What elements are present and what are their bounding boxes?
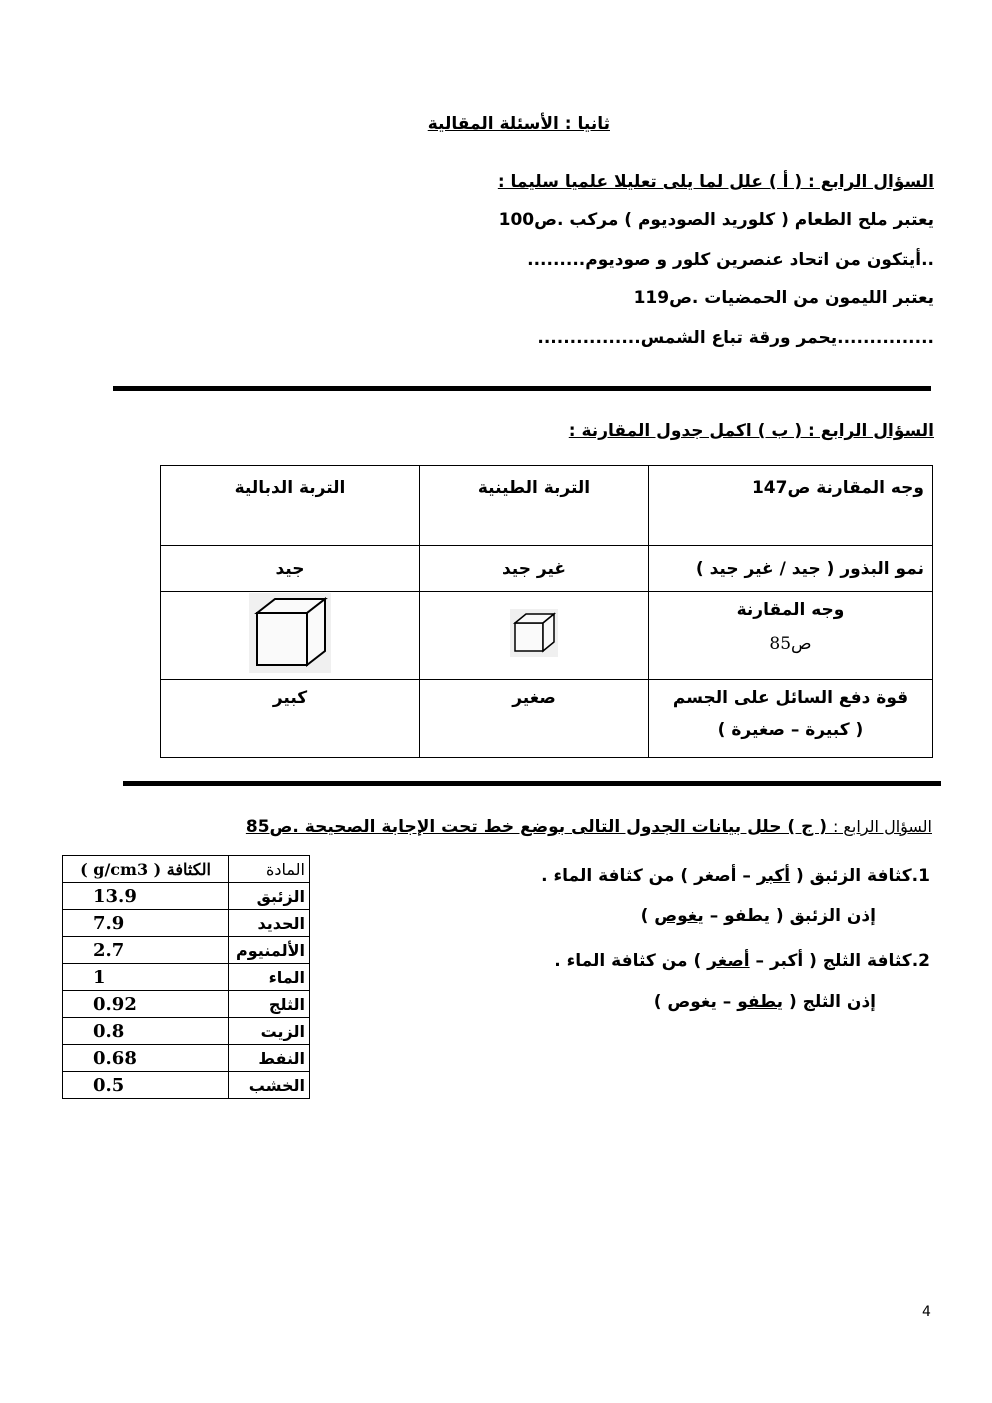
q4c-item1-a-part2: – أصغر ) من كثافة الماء .: [541, 866, 757, 886]
buoyancy-small: صغير: [420, 680, 649, 758]
buoyancy-large: كبير: [161, 680, 420, 758]
density-row-name: الألمنيوم: [229, 937, 310, 964]
comparison-table: [160, 465, 933, 758]
large-cube-cell: [161, 592, 420, 680]
density-row: [63, 964, 310, 991]
q4c-heading: [246, 817, 932, 837]
q4c-item2-b-part1: إذن الثلج (: [783, 992, 876, 1012]
density-row: [63, 1045, 310, 1072]
density-row: [63, 910, 310, 937]
density-row-name: الزئبق: [229, 883, 310, 910]
density-row-value: 0.92: [63, 991, 229, 1018]
density-header-row: [63, 856, 310, 883]
density-row-name: الخشب: [229, 1072, 310, 1099]
volume-label: وجه المقارنة: [736, 600, 845, 620]
density-row-name: الزيت: [229, 1018, 310, 1045]
density-row-value: 0.68: [63, 1045, 229, 1072]
q4c-item2-a-part2: ) من كثافة الماء .: [554, 951, 708, 971]
q4a-line-3: يعتبر الليمون من الحمضيات .ص119: [633, 288, 934, 308]
q4c-item2-a-answer: أصغر: [707, 951, 750, 971]
header-humus-soil: التربة الدبالية: [161, 466, 420, 546]
comparison-row-growth: [161, 546, 933, 592]
density-row-name: النفط: [229, 1045, 310, 1072]
density-header-material: المادة: [229, 856, 310, 883]
divider-2: [123, 781, 941, 786]
growth-clay: غير جيد: [420, 546, 649, 592]
q4c-item2-b-answer: يطفو: [737, 992, 784, 1012]
large-cube-icon: [249, 593, 331, 673]
growth-label: نمو البذور ( جيد / غير جيد ): [649, 546, 933, 592]
q4c-item1-a-answer: أكبر: [756, 866, 791, 886]
q4c-item1-b: [641, 906, 876, 926]
buoyancy-label-cell: [649, 680, 933, 758]
density-row: [63, 1072, 310, 1099]
growth-humus: جيد: [161, 546, 420, 592]
comparison-row-buoyancy: [161, 680, 933, 758]
q4c-item2-a: [554, 951, 930, 971]
q4c-heading-text: ( ج ) حلل بيانات الجدول التالى بوضع خط تحت الإجابة الصحيحة .ص85: [245, 817, 833, 837]
q4c-item1-b-answer: يغوص: [654, 906, 704, 926]
density-row-value: 1: [63, 964, 229, 991]
density-row: [63, 991, 310, 1018]
density-row: [63, 883, 310, 910]
q4c-item1-a-part1: 1.كثافة الزئبق (: [790, 866, 930, 886]
density-row-name: الثلج: [229, 991, 310, 1018]
density-row-value: 0.5: [63, 1072, 229, 1099]
q4a-heading: السؤال الرابع : ( أ ) علل لما يلى تعليلا علميا سليما :: [497, 172, 934, 192]
density-header-value: الكثافة ( g/cm3 ): [63, 856, 229, 883]
header-comparison-aspect: وجه المقارنة ص147: [649, 466, 933, 546]
volume-page-ref: ص85: [769, 634, 812, 654]
q4c-item2-b: [654, 992, 876, 1012]
density-row-value: 7.9: [63, 910, 229, 937]
q4a-line-4: ...............يحمر ورقة تباع الشمس................: [537, 328, 934, 348]
page-number: 4: [922, 1304, 931, 1320]
small-cube-cell: [420, 592, 649, 680]
section-title: ثانيا : الأسئلة المقالية: [427, 114, 610, 134]
comparison-row-volume: [161, 592, 933, 680]
density-row: [63, 1018, 310, 1045]
density-row-value: 13.9: [63, 883, 229, 910]
density-table: [62, 855, 310, 1099]
q4c-item2-b-part2: – يغوص ): [653, 992, 738, 1012]
q4c-item1-b-part2: ): [640, 906, 655, 926]
header-clay-soil: التربة الطينية: [420, 466, 649, 546]
density-row-name: الحديد: [229, 910, 310, 937]
q4c-item1-a: [541, 866, 930, 886]
comparison-header-row: [161, 466, 933, 546]
buoyancy-options: ( كبيرة – صغيرة ): [717, 720, 864, 740]
density-row-value: 2.7: [63, 937, 229, 964]
q4a-line-1: يعتبر ملح الطعام ( كلوريد الصوديوم ) مركب .ص100: [498, 210, 934, 230]
divider-1: [113, 386, 931, 391]
volume-label-cell: [649, 592, 933, 680]
density-row: [63, 937, 310, 964]
q4c-heading-prefix: السؤال الرابع :: [832, 817, 932, 836]
q4c-item2-a-part1: 2.كثافة الثلج ( أكبر –: [749, 951, 930, 971]
density-row-value: 0.8: [63, 1018, 229, 1045]
q4b-heading: السؤال الرابع : ( ب ) اكمل جدول المقارنة :: [568, 421, 934, 441]
buoyancy-label: قوة دفع السائل على الجسم: [672, 688, 909, 708]
small-cube-icon: [510, 609, 558, 657]
density-row-name: الماء: [229, 964, 310, 991]
q4a-line-2: ..أيتكون من اتحاد عنصرين كلور و صوديوم.........: [527, 250, 934, 270]
q4c-item1-b-part1: إذن الزئبق ( يطفو –: [703, 906, 876, 926]
